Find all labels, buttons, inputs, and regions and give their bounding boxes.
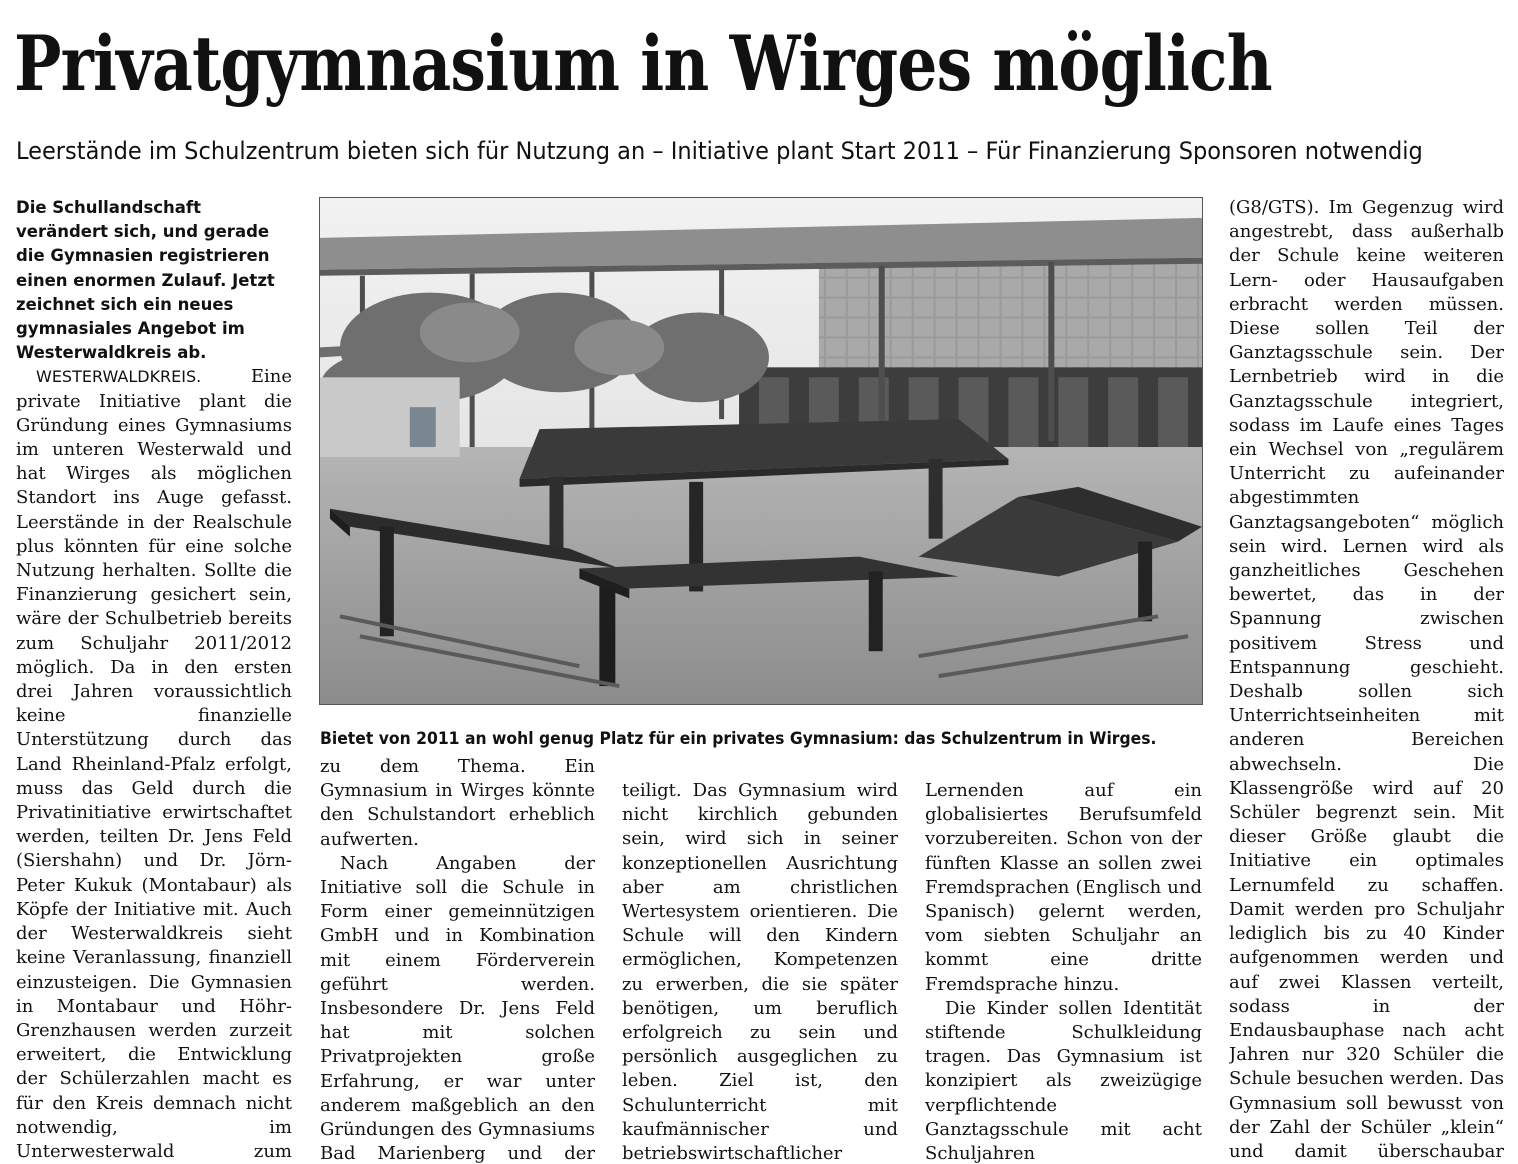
lead-paragraph: Die Schullandschaft verändert sich, und gerade die Gymnasien registrieren einen enormen Zulauf. Jetzt zeichnet sich ein neues gymnasiales Angebot im Westerwaldkreis ab.: [16, 198, 275, 363]
article-column-3: [622, 779, 898, 1164]
body-paragraph: [1229, 196, 1504, 1164]
body-paragraph: [16, 365, 292, 1164]
body-paragraph: Nach Angaben der Initiative soll die Schule in Form einer gemeinnützigen GmbH und in Kombination mit einem Förderverein geführt werden. Insbesondere Dr. Jens Feld hat mit solchen Privatprojekten große Erfahrung, er war unter anderem maßgeblich an den Gründungen des Gymnasiums Bad Marienberg und der: [320, 852, 595, 1164]
body-paragraph: zu dem Thema. Ein Gymnasium in Wirges könnte den Schulstandort erheblich aufwerten.: [320, 756, 595, 850]
photo-caption: Bietet von 2011 an wohl genug Platz für ein privates Gymnasium: das Schulzentrum in Wirges.: [320, 729, 1157, 748]
headline: Privatgymnasium in Wirges möglich: [14, 19, 1272, 108]
dateline: WESTERWALDKREIS.: [36, 367, 202, 387]
article-photo: [319, 197, 1203, 705]
subheadline: Leerstände im Schulzentrum bieten sich für Nutzung an – Initiative plant Start 2011 – Für Finanzierung Sponsoren notwendig: [16, 137, 1423, 165]
body-text: (G8/GTS). Im Gegenzug wird angestrebt, dass außerhalb der Schule keine weiteren Lern- oder Hausaufgaben erbracht werden müssen. Diese sollen Teil der Ganztagsschule sein. Der Lernbetrieb wird in die Ganztagsschule integriert, sodass im Laufe eines Tages ein Wechsel von „regulärem Unterricht zu aufeinander abgestimmten Ganztagsangeboten“ möglich sein wird. Lernen wird als ganzheitliches Geschehen bewertet, das in der Spannung zwischen positivem Stress und Entspannung geschieht. Deshalb sollen sich Unterrichtseinheiten mit anderen Bereichen abwechseln. Die Klassengröße wird auf 20 Schüler begrenzt sein. Mit dieser Größe glaubt die Initiative ein optimales Lernumfeld zu schaffen. Damit werden pro Schuljahr lediglich bis zu 40 Kinder aufgenommen werden und auf zwei Klassen verteilt, sodass in der Endausbauphase nach acht Jahren nur 320 Schüler die Schule besuchen werden. Das Gymnasium soll bewusst von der Zahl der Schüler „klein“ und damit überschaubar: [1229, 197, 1504, 1162]
article-column-4: [925, 779, 1202, 1164]
article-column-2: [320, 755, 595, 1164]
body-text: Eine private Initiative plant die Gründung eines Gymnasiums im unteren Westerwald und hat Wirges als möglichen Standort ins Auge gefasst. Leerstände in der Realschule plus könnten für eine solche Nutzung herhalten. Sollte die Finanzierung gesichert sein, wäre der Schulbetrieb bereits zum Schuljahr 2011/2012 möglich. Da in den ersten drei Jahren voraussichtlich keine finanzielle Unterstützung durch das Land Rheinland-Pfalz erfolgt, muss das Geld durch die Privatinitiative erwirtschaftet werden, teilten Dr. Jens Feld (Siershahn) und Dr. Jörn-Peter Kukuk (Montabaur) als Köpfe der Initiative mit. Auch der Westerwaldkreis sieht keine Veranlassung, finanziell einzusteigen. Die Gymnasien in Montabaur und Höhr-Grenzhausen werden zurzeit erweitert, die Entwicklung der Schülerzahlen macht es für den Kreis demnach nicht notwendig, im Unterwesterwald zum: [16, 366, 292, 1162]
body-paragraph: teiligt. Das Gymnasium wird nicht kirchlich gebunden sein, wird sich in seiner konzeptionellen Ausrichtung aber am christlichen Wertesystem orientieren. Die Schule will den Kindern ermöglichen, Kompetenzen zu erwerben, die sie später benötigen, um beruflich erfolgreich zu sein und persönlich ausgeglichen zu leben. Ziel ist, den Schulunterricht mit kaufmännischer und betriebswirtschaftlicher: [622, 780, 898, 1164]
schoolyard-photo: [320, 198, 1202, 704]
body-paragraph: Lernenden auf ein globalisiertes Berufsumfeld vorzubereiten. Schon von der fünften Klasse an sollen zwei Fremdsprachen (Englisch und Spanisch) gelernt werden, vom siebten Schuljahr an kommt eine dritte Fremdsprache hinzu.: [925, 780, 1202, 995]
article-column-5: [1229, 196, 1504, 1164]
body-paragraph: Die Kinder sollen Identität stiftende Schulkleidung tragen. Das Gymnasium ist konzipiert als zweizügige verpflichtende Ganztagsschule mit acht Schuljahren: [925, 997, 1202, 1164]
article-column-1: [16, 196, 292, 1164]
